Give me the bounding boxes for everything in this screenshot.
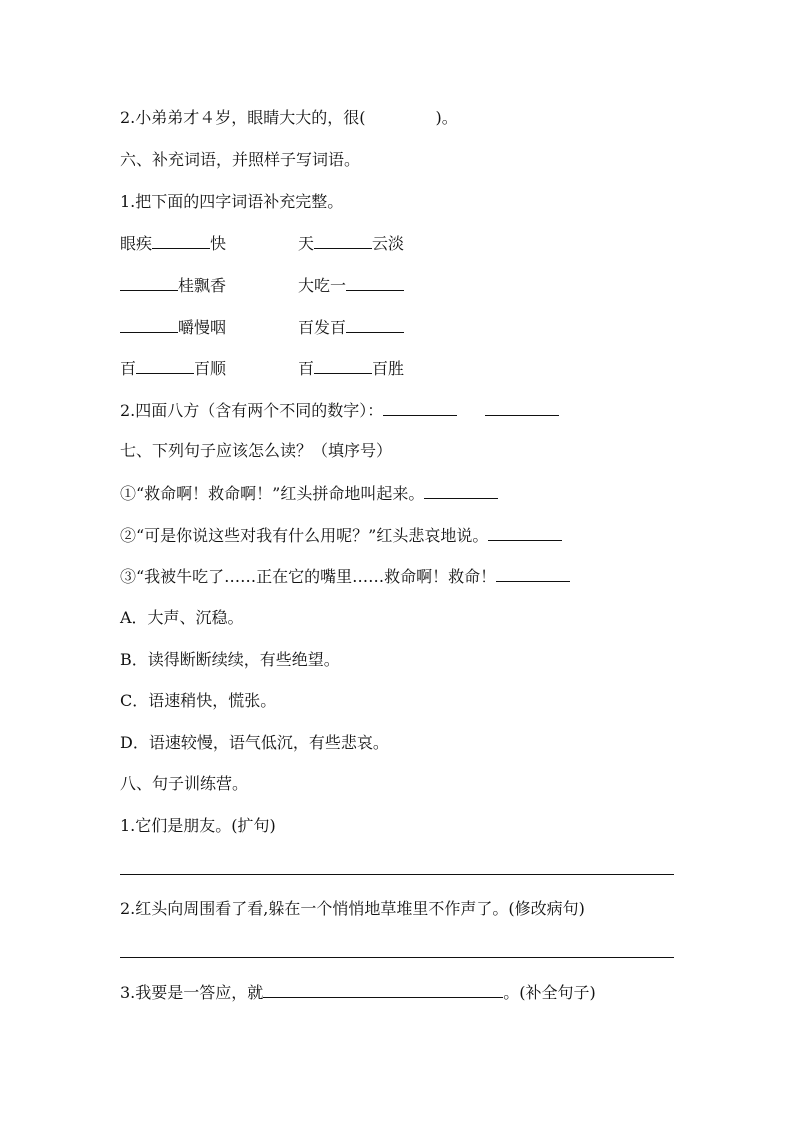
answer-blank[interactable] — [263, 981, 503, 998]
section-6-title: 六、补充词语，并照样子写词语。 — [120, 150, 361, 169]
idiom-text: 百 — [298, 359, 315, 378]
section-7-title: 七、下列句子应该怎么读？（填序号） — [120, 441, 393, 460]
q5-2-end: )。 — [435, 108, 458, 127]
sentence-text: ②“可是你说这些对我有什么用呢？”红头悲哀地说。 — [120, 526, 489, 545]
idiom-text: 百 — [120, 359, 137, 378]
idiom-row — [298, 232, 404, 255]
idiom-blank[interactable] — [314, 232, 372, 249]
option-b: B．读得断断续续，有些绝望。 — [120, 650, 340, 669]
idiom-text: 嚼慢咽 — [178, 318, 227, 337]
idiom-row — [120, 232, 226, 255]
idiom-text: 云淡 — [372, 234, 405, 253]
idiom-row — [120, 357, 226, 380]
sentence-3 — [120, 565, 570, 588]
question-5-2 — [120, 107, 458, 129]
idiom-blank[interactable] — [152, 232, 210, 249]
sentence-1 — [120, 482, 498, 505]
section-6-sub1: 1.把下面的四字词语补充完整。 — [120, 192, 344, 211]
idiom-text: 快 — [210, 234, 227, 253]
idiom-text: 百胜 — [372, 359, 405, 378]
option-c: C．语速稍快，慌张。 — [120, 691, 277, 710]
idiom-blank[interactable] — [346, 274, 404, 291]
q3-end: 。(补全句子) — [503, 983, 596, 1002]
q5-2-text: 2.小弟弟才４岁，眼睛大大的，很( — [120, 108, 366, 127]
idiom-text: 桂飘香 — [178, 276, 227, 295]
question-6-2 — [120, 399, 559, 422]
idiom-text: 百发百 — [298, 318, 347, 337]
idiom-blank[interactable] — [136, 357, 194, 374]
section-8-q1: 1.它们是朋友。(扩句) — [120, 816, 276, 835]
answer-blank[interactable] — [383, 399, 457, 416]
idiom-row — [120, 274, 226, 297]
section-8-q2: 2.红头向周围看了看,躲在一个悄悄地草堆里不作声了。(修改病句) — [120, 899, 585, 918]
sentence-2 — [120, 524, 562, 547]
option-a: A．大声、沉稳。 — [120, 608, 244, 627]
idiom-blank[interactable] — [120, 316, 178, 333]
section-8-q3 — [120, 981, 596, 1004]
idiom-blank[interactable] — [120, 274, 178, 291]
answer-line[interactable] — [120, 874, 674, 875]
idiom-row — [120, 316, 226, 339]
idiom-blank[interactable] — [346, 316, 404, 333]
answer-blank[interactable] — [496, 565, 570, 582]
q3-text: 3.我要是一答应，就 — [120, 983, 264, 1002]
idiom-row — [298, 274, 404, 297]
answer-blank[interactable] — [488, 524, 562, 541]
answer-line[interactable] — [120, 957, 674, 958]
idiom-row — [298, 316, 404, 339]
option-d: D．语速较慢，语气低沉，有些悲哀。 — [120, 733, 389, 752]
answer-blank[interactable] — [424, 482, 498, 499]
idiom-row — [298, 357, 404, 380]
idiom-text: 大吃一 — [298, 276, 347, 295]
answer-blank[interactable] — [485, 399, 559, 416]
q6-2-text: 2.四面八方（含有两个不同的数字）： — [120, 401, 384, 420]
idiom-text: 百顺 — [194, 359, 227, 378]
sentence-text: ①“救命啊！救命啊！”红头拼命地叫起来。 — [120, 484, 425, 503]
idiom-text: 眼疾 — [120, 234, 153, 253]
idiom-blank[interactable] — [314, 357, 372, 374]
section-8-title: 八、句子训练营。 — [120, 774, 249, 793]
sentence-text: ③“我被牛吃了……正在它的嘴里……救命啊！救命！ — [120, 567, 497, 586]
idiom-text: 天 — [298, 234, 315, 253]
